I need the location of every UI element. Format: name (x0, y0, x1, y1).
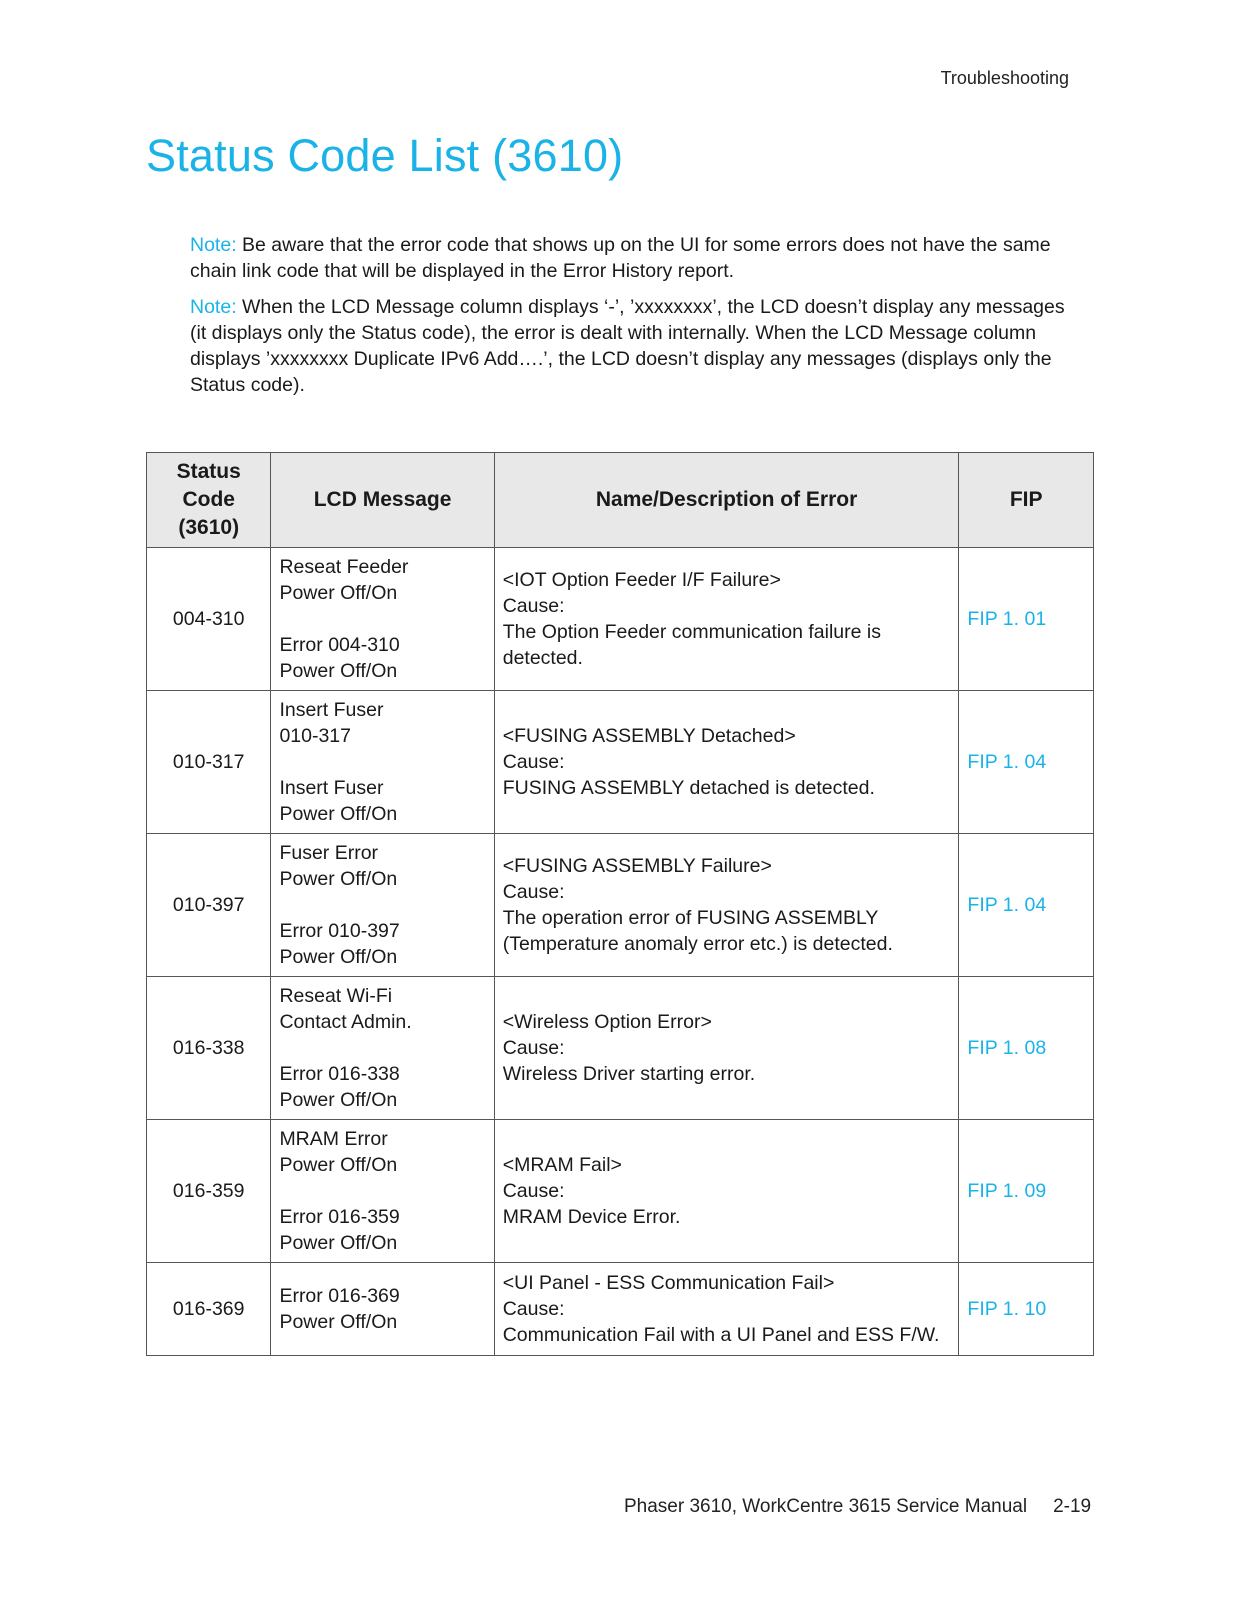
lcd-message-cell: Error 016-369 Power Off/On (271, 1263, 494, 1356)
description-cell: <Wireless Option Error> Cause: Wireless Driver starting error. (494, 977, 959, 1120)
lcd-message-cell: Insert Fuser 010-317 Insert Fuser Power Off/On (271, 691, 494, 834)
manual-title: Phaser 3610, WorkCentre 3615 Service Manual (624, 1496, 1028, 1517)
status-code-cell: 010-317 (147, 691, 271, 834)
table-row (147, 691, 1094, 834)
note-label: Note: (190, 234, 237, 256)
fip-link[interactable]: FIP 1. 10 (959, 1263, 1094, 1356)
table-header-row (147, 453, 1094, 548)
lcd-message-cell: Reseat Wi-Fi Contact Admin. Error 016-338 Power Off/On (271, 977, 494, 1120)
table-row (147, 548, 1094, 691)
table-row (147, 834, 1094, 977)
running-header: Troubleshooting (940, 68, 1069, 88)
status-code-table (146, 452, 1094, 1356)
lcd-message-cell: Fuser Error Power Off/On Error 010-397 Power Off/On (271, 834, 494, 977)
fip-link[interactable]: FIP 1. 09 (959, 1120, 1094, 1263)
fip-link[interactable]: FIP 1. 04 (959, 691, 1094, 834)
note-text: Be aware that the error code that shows up on the UI for some errors does not have the same chain link code that will be displayed in the Error History report. (190, 234, 1051, 282)
description-cell: <MRAM Fail> Cause: MRAM Device Error. (494, 1120, 959, 1263)
page-title: Status Code List (3610) (146, 130, 624, 181)
page-number: 2-19 (1053, 1496, 1092, 1517)
notes-section (190, 232, 1070, 408)
table-row (147, 1120, 1094, 1263)
status-code-cell: 004-310 (147, 548, 271, 691)
note-label: Note: (190, 296, 237, 318)
table-row (147, 977, 1094, 1120)
lcd-message-cell: Reseat Feeder Power Off/On Error 004-310 Power Off/On (271, 548, 494, 691)
header-status-code: Status Code (3610) (147, 453, 271, 548)
description-cell: <FUSING ASSEMBLY Detached> Cause: FUSING ASSEMBLY detached is detected. (494, 691, 959, 834)
status-code-cell: 016-369 (147, 1263, 271, 1356)
header-fip: FIP (959, 453, 1094, 548)
header-lcd-message: LCD Message (271, 453, 494, 548)
note-1 (190, 232, 1070, 284)
status-code-cell: 010-397 (147, 834, 271, 977)
description-cell: <IOT Option Feeder I/F Failure> Cause: The Option Feeder communication failure is detected. (494, 548, 959, 691)
fip-link[interactable]: FIP 1. 08 (959, 977, 1094, 1120)
fip-link[interactable]: FIP 1. 04 (959, 834, 1094, 977)
description-cell: <FUSING ASSEMBLY Failure> Cause: The operation error of FUSING ASSEMBLY (Temperature anomaly error etc.) is detected. (494, 834, 959, 977)
fip-link[interactable]: FIP 1. 01 (959, 548, 1094, 691)
table-row (147, 1263, 1094, 1356)
header-description: Name/Description of Error (494, 453, 959, 548)
description-cell: <UI Panel - ESS Communication Fail> Cause: Communication Fail with a UI Panel and ESS F/W. (494, 1263, 959, 1356)
status-code-cell: 016-338 (147, 977, 271, 1120)
note-text: When the LCD Message column displays ‘-’, ’xxxxxxxx’, the LCD doesn’t display any messages (it displays only the Status code), the error is dealt with internally. When the LCD Message column displays ’xxxxxxxx Duplicate IPv6 Add….’, the LCD doesn’t display any messages (displays only the Status code). (190, 296, 1065, 396)
lcd-message-cell: MRAM Error Power Off/On Error 016-359 Power Off/On (271, 1120, 494, 1263)
note-2 (190, 294, 1070, 398)
status-code-cell: 016-359 (147, 1120, 271, 1263)
page-footer (624, 1496, 1091, 1518)
